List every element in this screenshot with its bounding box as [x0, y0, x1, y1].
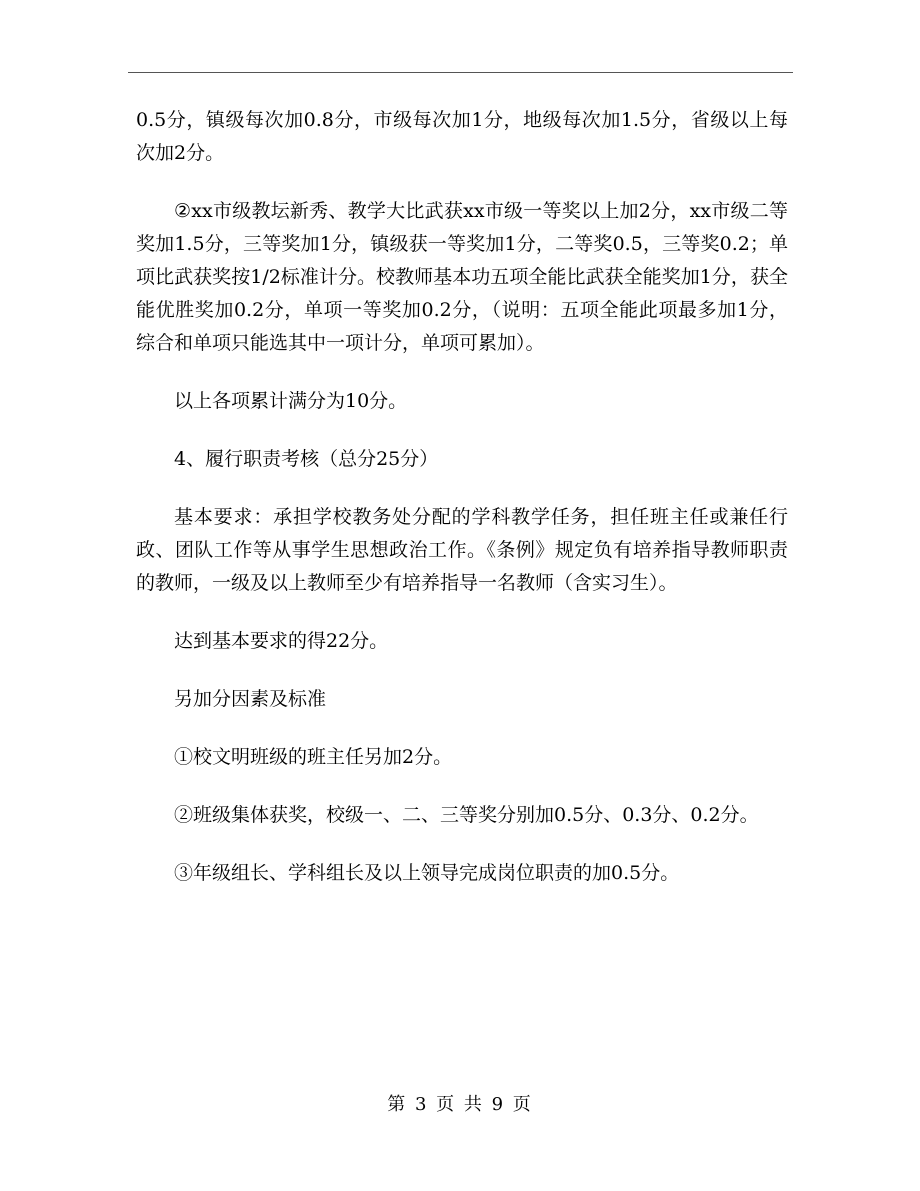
paragraph: ①校文明班级的班主任另加2分。 [174, 746, 453, 768]
section-heading: 4、履行职责考核（总分25分） [174, 448, 439, 470]
paragraph: 0.5分，镇级每次加0.8分，市级每次加1分，地级每次加1.5分，省级以上每次加2分。 [136, 109, 788, 164]
paragraph: 基本要求：承担学校教务处分配的学科教学任务，担任班主任或兼任行政、团队工作等从事学生思想政治工作。《条例》规定负有培养指导教师职责的教师，一级及以上教师至少有培养指导一名教师（含实习生）。 [136, 506, 788, 594]
paragraph: 达到基本要求的得22分。 [174, 630, 389, 652]
page-number: 第 3 页 共 9 页 [387, 1094, 533, 1115]
paragraph: ②xx市级教坛新秀、教学大比武获xx市级一等奖以上加2分，xx市级二等奖加1.5分，三等奖加1分，镇级获一等奖加1分，二等奖0.5，三等奖0.2；单项比武获奖按1/2标准计分。校教师基本功五项全能比武获全能奖加1分，获全能优胜奖加0.2分，单项一等奖加0.2分，（说明：五项全能此项最多加1分，综合和单项只能选其中一项计分，单项可累加）。 [136, 200, 788, 354]
header-rule [128, 72, 793, 73]
paragraph: 另加分因素及标准 [174, 688, 327, 710]
paragraph: ③年级组长、学科组长及以上领导完成岗位职责的加0.5分。 [174, 862, 680, 884]
paragraph: ②班级集体获奖，校级一、二、三等奖分别加0.5分、0.3分、0.2分。 [174, 804, 759, 826]
paragraph: 以上各项累计满分为10分。 [174, 390, 408, 412]
document-body [136, 104, 788, 915]
